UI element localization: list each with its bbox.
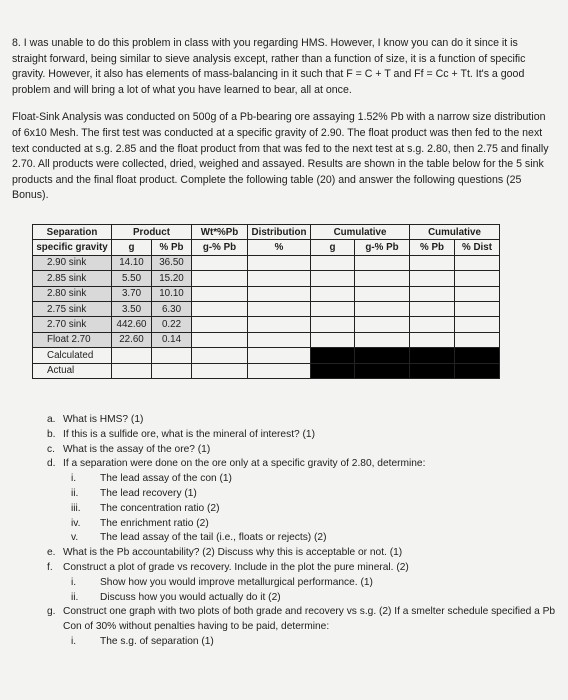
distribution-cell [248,255,311,270]
table-row [33,332,500,347]
question-f-ii: ii. Discuss how you would actually do it (2) [71,591,281,603]
row-label: 2.75 sink [33,301,112,316]
wt-pb-cell [192,271,248,286]
cum-g-cell [311,332,355,347]
row-label: 2.70 sink [33,317,112,332]
question-d-iii: iii. The concentration ratio (2) [71,502,220,514]
cum-pct-dist-cell [455,363,500,378]
table-row [33,348,500,363]
question-d-v: v. The lead assay of the tail (i.e., floats or rejects) (2) [71,532,327,544]
product-g-cell [112,348,152,363]
cum-g-cell [311,317,355,332]
wt-pb-cell [192,332,248,347]
question-c: c. What is the assay of the ore? (1) [47,443,211,455]
cum-pct-dist-cell [455,301,500,316]
cum-g-cell [311,301,355,316]
cum-pct-dist-cell [455,317,500,332]
header-specific-gravity: specific gravity [33,240,112,255]
cum-pct-pb-cell [410,286,455,301]
product-pb-cell [152,363,192,378]
cum-g-pct-pb-cell [355,363,410,378]
question-g: g. Construct one graph with two plots of both grade and recovery vs s.g. (2) If a smelter schedule specified a Pb Con of 30% without penalties having to be paid, determine: [47,606,556,633]
question-b: b. If this is a sulfide ore, what is the mineral of interest? (1) [47,428,315,440]
cum-g-cell [311,348,355,363]
row-label: Actual [33,363,112,378]
table-header-row-2 [33,240,500,255]
header-g: g [112,240,152,255]
cum-g-pct-pb-cell [355,255,410,270]
cum-pct-dist-cell [455,286,500,301]
question-d: d. If a separation were done on the ore only at a specific gravity of 2.80, determine: [47,458,426,470]
wt-pb-cell [192,255,248,270]
product-g-cell: 14.10 [112,255,152,270]
row-label: Float 2.70 [33,332,112,347]
table-header-row-1 [33,225,500,240]
header-distribution: Distribution [248,225,311,240]
distribution-cell [248,286,311,301]
cum-g-pct-pb-cell [355,286,410,301]
table-row [33,301,500,316]
product-pb-cell [152,348,192,363]
product-pb-cell: 0.22 [152,317,192,332]
cum-pct-pb-cell [410,332,455,347]
cum-g-pct-pb-cell [355,332,410,347]
question-a: a. What is HMS? (1) [47,414,144,425]
cum-pct-pb-cell [410,363,455,378]
cum-g-cell [311,363,355,378]
cum-g-cell [311,255,355,270]
product-g-cell: 3.70 [112,286,152,301]
header-cumulative-1: Cumulative [311,225,410,240]
header-g-pct-pb: g-% Pb [192,240,248,255]
row-label: 2.90 sink [33,255,112,270]
product-g-cell: 5.50 [112,271,152,286]
cum-pct-pb-cell [410,301,455,316]
questions-list [47,413,557,650]
product-pb-cell: 36.50 [152,255,192,270]
table-body [33,255,500,378]
header-pct: % [248,240,311,255]
cum-g-cell [311,271,355,286]
distribution-cell [248,348,311,363]
product-g-cell [112,363,152,378]
distribution-cell [248,317,311,332]
cum-pct-pb-cell [410,348,455,363]
table-row [33,363,500,378]
problem-paragraph-1: 8. I was unable to do this problem in class with you regarding HMS. However, I know you can do it since it is straight forward, being similar to sieve analysis except, rather than a function of size, it is a function of specific gravity. However, it also has elements of mass-balancing in it such that F = C + T and Ff = Cc + Tt. It's a good problem and will bring a lot of what you have learned to bear, all at once. [12,37,526,96]
cum-pct-pb-cell [410,271,455,286]
product-g-cell: 22.60 [112,332,152,347]
cum-g-pct-pb-cell [355,317,410,332]
table-row [33,255,500,270]
distribution-cell [248,301,311,316]
distribution-cell [248,363,311,378]
table-row [33,317,500,332]
question-f: f. Construct a plot of grade vs recovery. Include in the plot the pure mineral. (2) [47,561,409,573]
header-pct-pb: % Pb [152,240,192,255]
header-cumulative-2: Cumulative [410,225,500,240]
product-pb-cell: 6.30 [152,301,192,316]
cum-g-pct-pb-cell [355,348,410,363]
header-cum-g-pct-pb: g-% Pb [355,240,410,255]
cum-g-pct-pb-cell [355,301,410,316]
question-e: e. What is the Pb accountability? (2) Discuss why this is acceptable or not. (1) [47,547,403,559]
cum-pct-dist-cell [455,271,500,286]
cum-pct-dist-cell [455,332,500,347]
header-cum-g: g [311,240,355,255]
question-f-i: i. Show how you would improve metallurgical performance. (1) [71,576,373,588]
cum-pct-dist-cell [455,255,500,270]
float-sink-table [32,224,500,379]
distribution-cell [248,271,311,286]
header-product: Product [112,225,192,240]
row-label: 2.80 sink [33,286,112,301]
distribution-cell [248,332,311,347]
table-row [33,271,500,286]
product-pb-cell: 10.10 [152,286,192,301]
header-cum-pct-pb: % Pb [410,240,455,255]
cum-pct-dist-cell [455,348,500,363]
product-pb-cell: 15.20 [152,271,192,286]
question-d-ii: ii. The lead recovery (1) [71,487,197,499]
table-row [33,286,500,301]
header-wt-pb: Wt*%Pb [192,225,248,240]
wt-pb-cell [192,348,248,363]
row-label: 2.85 sink [33,271,112,286]
row-label: Calculated [33,348,112,363]
cum-g-cell [311,286,355,301]
header-cum-pct-dist: % Dist [455,240,500,255]
question-d-iv: iv. The enrichment ratio (2) [71,517,209,529]
header-separation: Separation [33,225,112,240]
cum-pct-pb-cell [410,255,455,270]
product-g-cell: 442.60 [112,317,152,332]
cum-g-pct-pb-cell [355,271,410,286]
question-g-i: i. The s.g. of separation (1) [71,635,214,647]
product-g-cell: 3.50 [112,301,152,316]
wt-pb-cell [192,301,248,316]
cum-pct-pb-cell [410,317,455,332]
wt-pb-cell [192,363,248,378]
wt-pb-cell [192,317,248,332]
problem-paragraph-2: Float-Sink Analysis was conducted on 500g of a Pb-bearing ore assaying 1.52% Pb with a narrow size distribution of 6x10 Mesh. The first test was conducted at a specific gravity of 2.90. The float product was then fed to the next text conducted at s.g. 2.85 and the float product from that was fed to the next test at s.g. 2.80, then 2.75 and finally 2.70. All products were collected, dried, weighed and assayed. Results are shown in the table below for the 5 sink products and the final float product. Complete the following table (20) and answer the following questions (25 Bonus). [12,111,549,202]
product-pb-cell: 0.14 [152,332,192,347]
question-d-i: i. The lead assay of the con (1) [71,473,232,485]
problem-intro [12,36,552,204]
wt-pb-cell [192,286,248,301]
